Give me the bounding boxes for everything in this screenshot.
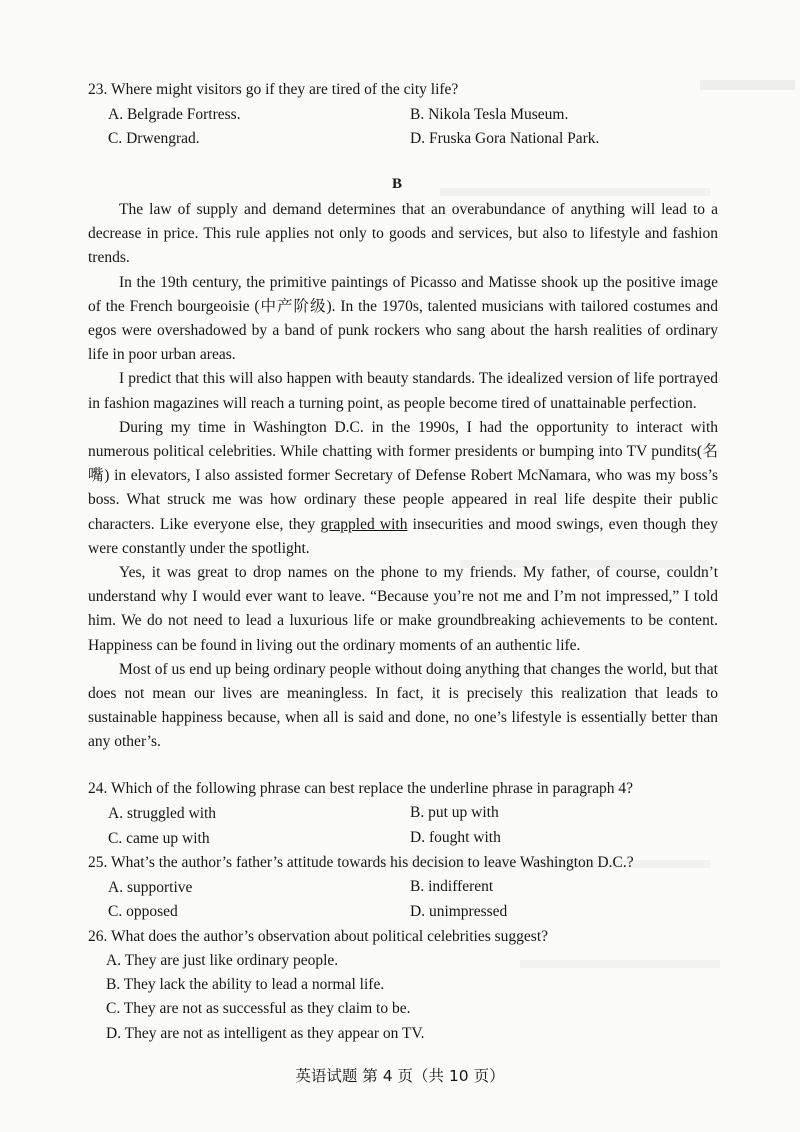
q25-option-c[interactable]: C. opposed <box>108 903 178 920</box>
q26-stem: 26. What does the author’s observation about political celebrities suggest? <box>88 928 549 945</box>
q25-option-b[interactable]: B. indifferent <box>410 878 494 895</box>
paragraph-2: In the 19th century, the primitive paintings of Picasso and Matisse shook up the positive image of the French bourgeoisie (中产阶级). In the 1970s, talented musicians with tailored costumes and egos were overshadowed by a band of punk rockers who sang about the harsh realities of ordinary life in poor urban areas. <box>88 273 718 364</box>
q25-option-a[interactable]: A. supportive <box>108 879 193 896</box>
paragraph-4-text-b: insecurities and mood swings, even though they were constantly under the spotlight. <box>88 515 718 557</box>
reading-passage <box>88 198 718 755</box>
q23-option-c[interactable]: C. Drwengrad. <box>108 130 200 147</box>
paragraph-6: Most of us end up being ordinary people without doing anything that changes the world, but that does not mean our lives are meaningless. In fact, it is precisely this realization that leads to sustainable happiness because, when all is said and done, no one’s lifestyle is essentially better than any other’s. <box>88 660 718 751</box>
q24-stem: 24. Which of the following phrase can best replace the underline phrase in paragraph 4? <box>88 780 634 797</box>
q26-option-b[interactable]: B. They lack the ability to lead a normal life. <box>106 976 385 993</box>
q23-option-d[interactable]: D. Fruska Gora National Park. <box>410 130 600 147</box>
page-footer: 英语试题 第 4 页（共 10 页） <box>295 1067 505 1085</box>
q24-option-d[interactable]: D. fought with <box>410 829 501 846</box>
underlined-phrase: grappled with <box>320 515 408 533</box>
q23-option-b[interactable]: B. Nikola Tesla Museum. <box>410 106 569 123</box>
paragraph-1: The law of supply and demand determines that an overabundance of anything will lead to a decrease in price. This rule applies not only to goods and services, but also to lifestyle and fashion trends. <box>88 201 718 267</box>
q26-option-d[interactable]: D. They are not as intelligent as they appear on TV. <box>106 1025 425 1042</box>
q25-stem: 25. What’s the author’s father’s attitude towards his decision to leave Washington D.C.? <box>88 854 634 871</box>
q24-option-a[interactable]: A. struggled with <box>108 805 217 822</box>
paragraph-3: I predict that this will also happen with beauty standards. The idealized version of life portrayed in fashion magazines will reach a turning point, as people become tired of unattainable perfection. <box>88 370 718 412</box>
section-title: B <box>392 176 403 192</box>
q26-option-c[interactable]: C. They are not as successful as they claim to be. <box>106 1000 411 1017</box>
q23-stem: 23. Where might visitors go if they are tired of the city life? <box>88 81 459 98</box>
paragraph-5: Yes, it was great to drop names on the phone to my friends. My father, of course, couldn’t understand why I would ever want to leave. “Because you’re not me and I’m not impressed,” I told him. We do not need to lead a luxurious life or make groundbreaking achievements to be content. Happiness can be found in living out the ordinary moments of an authentic life. <box>88 564 718 654</box>
paragraph-4 <box>88 416 718 561</box>
q24-option-c[interactable]: C. came up with <box>108 830 210 847</box>
paragraph-4-text-a: During my time in Washington D.C. in the 1990s, I had the opportunity to interact with numerous political celebrities. While chatting with former presidents or bumping into TV pundits(名嘴) in elevators, I also assisted former Secretary of Defense Robert McNamara, who was my boss’s boss. What struck me was how ordinary these people appeared in real life despite their public characters. Like everyone else, they <box>88 418 718 533</box>
q26-option-a[interactable]: A. They are just like ordinary people. <box>106 952 339 969</box>
q24-option-b[interactable]: B. put up with <box>410 804 499 821</box>
q25-option-d[interactable]: D. unimpressed <box>410 903 508 920</box>
q23-option-a[interactable]: A. Belgrade Fortress. <box>108 106 241 123</box>
